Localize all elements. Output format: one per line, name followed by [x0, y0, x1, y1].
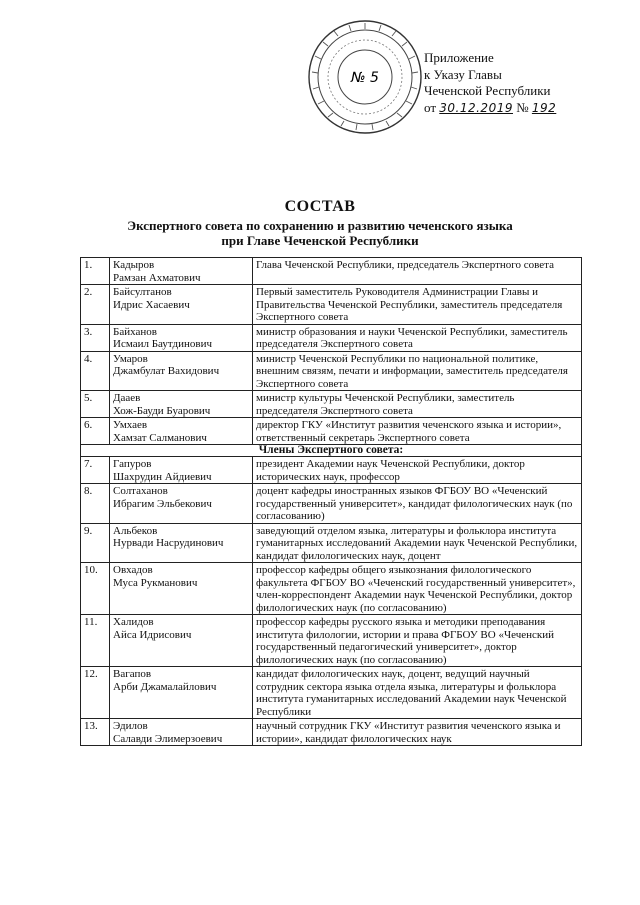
member-position: профессор кафедры русского языка и методики преподавания института филологии, истории и права ФГБОУ ВО «Чеченский государственный педагогический университет», доктор филологических наук (по согласованию): [253, 615, 582, 667]
row-number: 2.: [81, 285, 110, 325]
member-position: научный сотрудник ГКУ «Институт развития чеченского языка и истории», кандидат филологических наук: [253, 719, 582, 746]
table-row: [81, 719, 582, 746]
members-table-body: [81, 258, 582, 746]
member-given-names: Джамбулат Вахидович: [113, 365, 220, 377]
member-name: [110, 324, 253, 351]
table-row: [81, 285, 582, 325]
member-given-names: Арби Джамалайлович: [113, 680, 217, 693]
member-position: министр культуры Чеченской Республики, заместитель председателя Экспертного совета: [253, 391, 582, 418]
member-name: [110, 719, 253, 746]
table-row: [81, 324, 582, 351]
table-row: [81, 457, 582, 484]
member-position: Первый заместитель Руководителя Администрации Главы и Правительства Чеченской Республики, заместитель председателя Экспертного совета: [253, 285, 582, 325]
member-given-names: Хож-Бауди Буарович: [113, 404, 211, 417]
appendix-republic: Чеченской Республики: [424, 83, 551, 98]
member-surname: Халидов: [113, 616, 154, 628]
row-number: 7.: [81, 457, 110, 484]
row-number: 13.: [81, 719, 110, 746]
stamp-number: № 5: [351, 70, 379, 86]
row-number: 5.: [81, 391, 110, 418]
appendix-date-line: [424, 100, 556, 117]
row-number: 6.: [81, 418, 110, 445]
member-surname: Байсултанов: [113, 286, 172, 298]
member-given-names: Нурвади Насрудинович: [113, 537, 224, 549]
member-name: [110, 258, 253, 285]
member-given-names: Айса Идрисович: [113, 628, 192, 641]
member-surname: Солтаханов: [113, 485, 168, 497]
member-given-names: Хамзат Салманович: [113, 431, 207, 444]
table-row: [81, 615, 582, 667]
section-header-row: [81, 445, 582, 457]
members-table: [80, 257, 582, 746]
row-number: 4.: [81, 351, 110, 391]
member-position: профессор кафедры общего языкознания филологического факультета ФГБОУ ВО «Чеченский государственный университет», член-корреспондент Академии наук Чеченской Республики, доктор филологических наук (по согласованию): [253, 563, 582, 615]
member-name: [110, 391, 253, 418]
section-header: Члены Экспертного совета:: [81, 445, 582, 457]
member-name: [110, 523, 253, 563]
number-prefix: №: [516, 99, 529, 115]
table-row: [81, 418, 582, 445]
member-name: [110, 615, 253, 667]
document-subtitle: [0, 218, 640, 248]
member-surname: Дааев: [113, 392, 141, 404]
member-position: Глава Чеченской Республики, председатель Экспертного совета: [253, 258, 582, 285]
member-name: [110, 667, 253, 719]
member-position: министр образования и науки Чеченской Республики, заместитель председателя Экспертного совета: [253, 324, 582, 351]
member-name: [110, 418, 253, 445]
member-surname: Эдилов: [113, 720, 148, 732]
row-number: 11.: [81, 615, 110, 667]
table-row: [81, 523, 582, 563]
member-position: кандидат филологических наук, доцент, ведущий научный сотрудник сектора языка отдела языка, литературы и фольклора института гуманитарных исследований Академии наук Чеченской Республики: [253, 667, 582, 719]
subtitle-line-1: Экспертного совета по сохранению и развитию чеченского языка: [127, 218, 513, 233]
member-surname: Кадыров: [113, 259, 155, 271]
row-number: 12.: [81, 667, 110, 719]
member-given-names: Ибрагим Эльбекович: [113, 497, 212, 510]
member-name: [110, 457, 253, 484]
subtitle-line-2: при Главе Чеченской Республики: [221, 233, 419, 248]
member-name: [110, 563, 253, 615]
member-name: [110, 285, 253, 325]
member-position: директор ГКУ «Институт развития чеченского языка и истории», ответственный секретарь Экспертного совета: [253, 418, 582, 445]
appendix-block: [424, 50, 556, 116]
appendix-label: Приложение: [424, 50, 494, 65]
member-surname: Умхаев: [113, 419, 148, 431]
row-number: 9.: [81, 523, 110, 563]
member-surname: Умаров: [113, 352, 148, 365]
row-number: 1.: [81, 258, 110, 285]
member-name: [110, 484, 253, 524]
member-position: доцент кафедры иностранных языков ФГБОУ ВО «Чеченский государственный университет», кандидат филологических наук (по согласованию): [253, 484, 582, 524]
member-surname: Вагапов: [113, 668, 152, 680]
table-row: [81, 351, 582, 391]
table-row: [81, 258, 582, 285]
member-given-names: Исмаил Баутдинович: [113, 338, 213, 350]
decree-date: 30.12.2019: [439, 100, 513, 115]
member-given-names: Рамзан Ахматович: [113, 271, 201, 284]
member-surname: Байханов: [113, 325, 157, 338]
member-surname: Гапуров: [113, 458, 152, 470]
date-prefix: от: [424, 99, 437, 115]
row-number: 10.: [81, 563, 110, 615]
appendix-decree: к Указу Главы: [424, 66, 502, 82]
member-surname: Овхадов: [113, 564, 153, 576]
member-position: президент Академии наук Чеченской Республики, доктор исторических наук, профессор: [253, 457, 582, 484]
member-name: [110, 351, 253, 391]
member-position: заведующий отделом языка, литературы и фольклора института гуманитарных исследований Академии наук Чеченской Республики, кандидат филологических наук, доцент: [253, 523, 582, 563]
row-number: 8.: [81, 484, 110, 524]
member-given-names: Салавди Элимерзоевич: [113, 732, 223, 745]
member-given-names: Идрис Хасаевич: [113, 298, 190, 311]
table-row: [81, 391, 582, 418]
round-seal-stamp: [306, 18, 424, 136]
table-row: [81, 563, 582, 615]
row-number: 3.: [81, 324, 110, 351]
member-position: министр Чеченской Республики по национальной политике, внешним связям, печати и информации, заместитель председателя Экспертного совета: [253, 351, 582, 391]
member-given-names: Муса Рукманович: [113, 576, 198, 589]
decree-number: 192: [531, 100, 557, 115]
document-title: СОСТАВ: [284, 198, 356, 215]
member-surname: Альбеков: [113, 524, 158, 537]
table-row: [81, 667, 582, 719]
table-row: [81, 484, 582, 524]
member-given-names: Шахрудин Айдиевич: [113, 470, 212, 483]
